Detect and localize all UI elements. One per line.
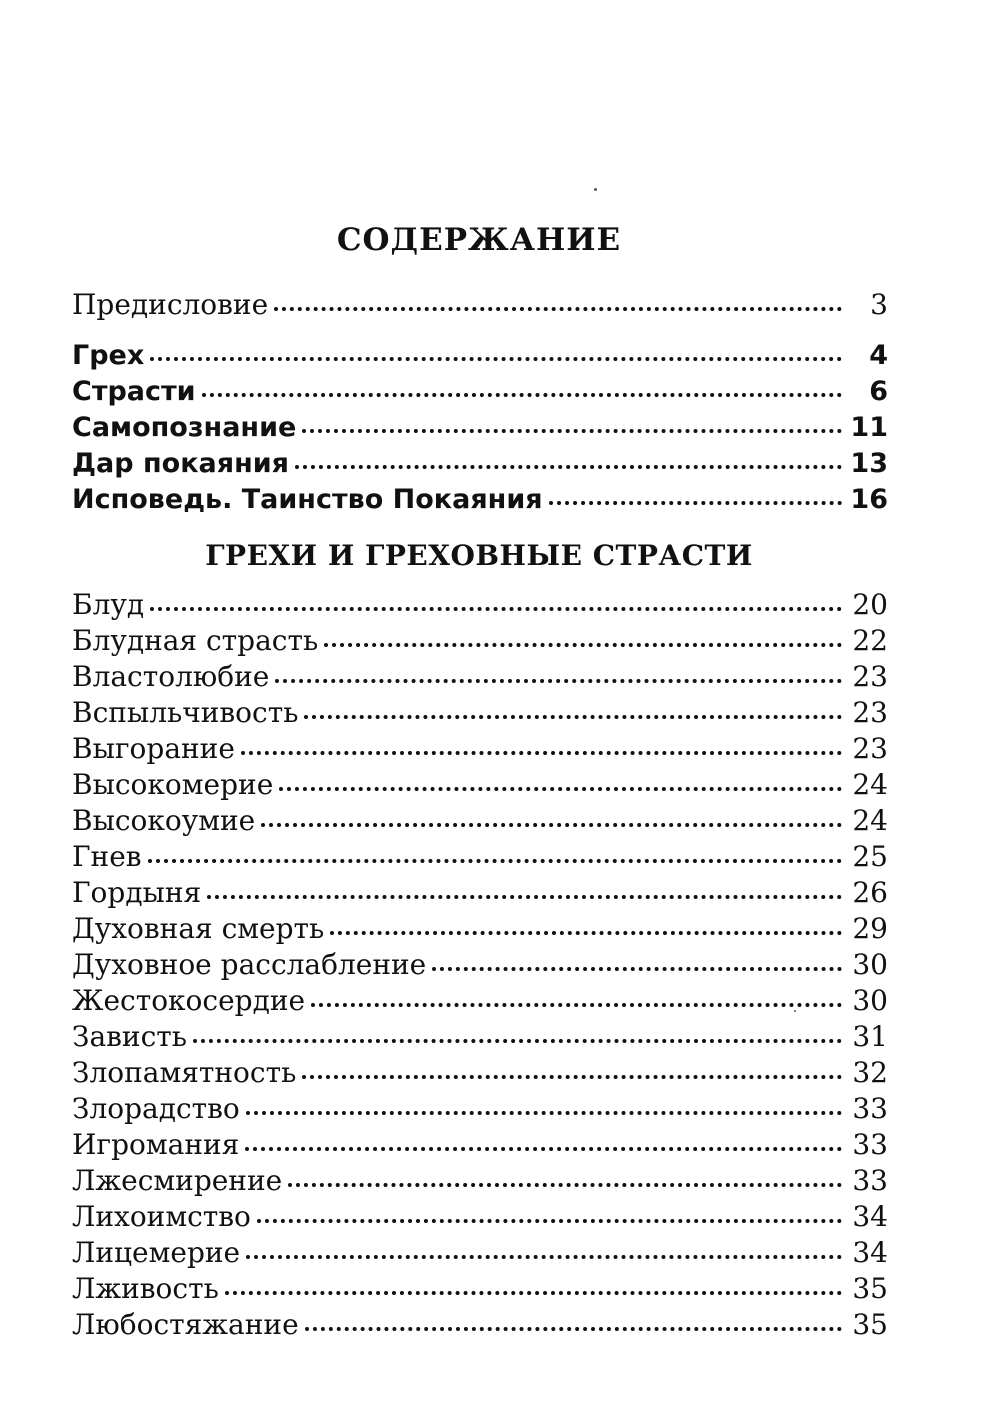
toc-entry[interactable] <box>72 732 888 768</box>
toc-entry-page: 30 <box>852 984 888 1017</box>
toc-entry-page: 23 <box>852 660 888 693</box>
toc-entry-page: 29 <box>852 912 888 945</box>
toc-entry-page: 23 <box>852 696 888 729</box>
toc-entry-title: Злопамятность <box>72 1056 297 1089</box>
dot-leader <box>432 967 842 971</box>
toc-entry-title: Самопознание <box>72 412 297 443</box>
toc-entry-title: Гордыня <box>72 876 202 909</box>
toc-entry[interactable] <box>72 1128 888 1164</box>
dot-leader <box>202 393 842 397</box>
toc-entry[interactable] <box>72 1272 888 1308</box>
toc-entry-page: 24 <box>852 768 888 801</box>
toc-entry[interactable] <box>72 624 888 660</box>
toc-entry-page: 20 <box>852 588 888 621</box>
dot-leader <box>279 787 842 791</box>
toc-entry-title: Лжесмирение <box>72 1164 283 1197</box>
toc-entry-title: Лихоимство <box>72 1200 251 1233</box>
contents-title: СОДЕРЖАНИЕ <box>336 222 622 258</box>
toc-entry-title: Выгорание <box>72 732 235 765</box>
dot-leader <box>304 715 842 719</box>
toc-entry-title: Грех <box>72 340 145 371</box>
toc-entry-page: 26 <box>852 876 888 909</box>
toc-entry-page: 11 <box>850 412 888 443</box>
dot-leader <box>150 607 842 611</box>
toc-entry[interactable] <box>72 1200 888 1236</box>
toc-entry[interactable] <box>72 1164 888 1200</box>
toc-entry[interactable] <box>72 660 888 696</box>
toc-entry-page: 23 <box>852 732 888 765</box>
dot-leader <box>257 1219 842 1223</box>
toc-entry-title: Лицемерие <box>72 1236 241 1269</box>
toc-entry[interactable] <box>72 1308 888 1344</box>
toc-entry-title: Высокоумие <box>72 804 256 837</box>
section-heading-sins: ГРЕХИ И ГРЕХОВНЫЕ СТРАСТИ <box>205 539 753 572</box>
toc-entry-title: Дар покаяния <box>72 448 289 479</box>
toc-intro-list <box>72 288 888 328</box>
toc-entry-title: Блуд <box>72 588 145 621</box>
toc-entry[interactable] <box>72 1236 888 1272</box>
toc-entry-title: Властолюбие <box>72 660 270 693</box>
dot-leader <box>295 465 842 469</box>
toc-entry[interactable] <box>72 340 888 376</box>
toc-entry-title: Страсти <box>72 376 196 407</box>
dot-leader <box>288 1183 842 1187</box>
dot-leader <box>225 1291 842 1295</box>
dot-leader <box>261 823 842 827</box>
toc-entry[interactable] <box>72 412 888 448</box>
toc-entry-title: Предисловие <box>72 288 269 321</box>
toc-entry[interactable] <box>72 288 888 328</box>
toc-entry[interactable] <box>72 588 888 624</box>
toc-entry-page: 32 <box>852 1056 888 1089</box>
dot-leader <box>549 501 842 505</box>
toc-entry[interactable] <box>72 1020 888 1056</box>
toc-entry[interactable] <box>72 804 888 840</box>
dot-leader <box>241 751 842 755</box>
print-speck <box>594 188 597 191</box>
toc-entry-title: Любостяжание <box>72 1308 299 1341</box>
toc-entry[interactable] <box>72 840 888 876</box>
dot-leader <box>150 357 842 361</box>
toc-entry[interactable] <box>72 948 888 984</box>
toc-entry-title: Гнев <box>72 840 142 873</box>
toc-sins-list <box>72 588 888 1344</box>
toc-entry-page: 33 <box>852 1092 888 1125</box>
toc-entry-page: 4 <box>869 340 888 371</box>
dot-leader <box>302 1075 842 1079</box>
toc-entry[interactable] <box>72 876 888 912</box>
dot-leader <box>324 643 842 647</box>
dot-leader <box>207 895 842 899</box>
dot-leader <box>246 1111 842 1115</box>
toc-entry-page: 16 <box>850 484 888 515</box>
toc-entry-page: 35 <box>852 1272 888 1305</box>
toc-entry-page: 6 <box>869 376 888 407</box>
toc-entry-title: Блудная страсть <box>72 624 319 657</box>
toc-entry[interactable] <box>72 768 888 804</box>
toc-entry-title: Жестокосердие <box>72 984 306 1017</box>
toc-entry-page: 34 <box>852 1236 888 1269</box>
toc-entry[interactable] <box>72 696 888 732</box>
toc-entry[interactable] <box>72 448 888 484</box>
dot-leader <box>245 1147 842 1151</box>
toc-entry-page: 25 <box>852 840 888 873</box>
toc-entry-page: 13 <box>850 448 888 479</box>
dot-leader <box>302 429 842 433</box>
toc-entry-page: 22 <box>852 624 888 657</box>
toc-entry-title: Исповедь. Таинство Покаяния <box>72 484 543 515</box>
dot-leader <box>148 859 842 863</box>
dot-leader <box>305 1327 842 1331</box>
dot-leader <box>246 1255 842 1259</box>
dot-leader <box>275 679 842 683</box>
toc-entry-page: 33 <box>852 1128 888 1161</box>
toc-entry-page: 24 <box>852 804 888 837</box>
toc-entry-title: Высокомерие <box>72 768 274 801</box>
toc-entry-page: 33 <box>852 1164 888 1197</box>
toc-entry-title: Вспыльчивость <box>72 696 299 729</box>
toc-entry-page: 34 <box>852 1200 888 1233</box>
toc-entry[interactable] <box>72 376 888 412</box>
toc-entry-title: Злорадство <box>72 1092 240 1125</box>
toc-entry-title: Духовная смерть <box>72 912 325 945</box>
toc-entry-title: Лживость <box>72 1272 219 1305</box>
toc-sections-list <box>72 340 888 520</box>
toc-entry[interactable] <box>72 1092 888 1128</box>
toc-entry[interactable] <box>72 1056 888 1092</box>
dot-leader <box>274 307 842 311</box>
dot-leader <box>193 1039 842 1043</box>
dot-leader <box>330 931 842 935</box>
toc-entry-page: 3 <box>870 288 888 321</box>
toc-entry-page: 30 <box>852 948 888 981</box>
toc-entry[interactable] <box>72 984 888 1020</box>
toc-entry[interactable] <box>72 912 888 948</box>
dot-leader <box>311 1003 842 1007</box>
toc-entry-title: Зависть <box>72 1020 187 1053</box>
toc-entry-page: 35 <box>852 1308 888 1341</box>
toc-entry[interactable] <box>72 484 888 520</box>
toc-entry-title: Духовное расслабление <box>72 948 427 981</box>
toc-entry-page: 31 <box>852 1020 888 1053</box>
toc-entry-title: Игромания <box>72 1128 240 1161</box>
